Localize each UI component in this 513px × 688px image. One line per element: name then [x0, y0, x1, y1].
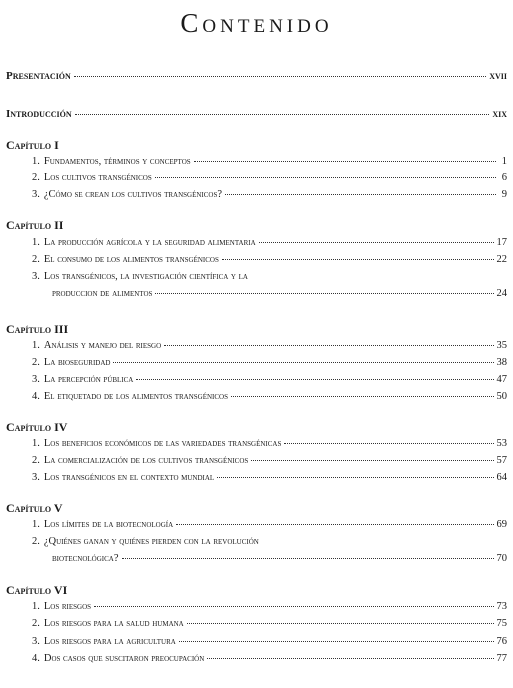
entry-label: El consumo de los alimentos transgénicos	[43, 254, 219, 265]
entry-number: 1.	[32, 519, 40, 530]
entry-label: Análisis y manejo del riesgo	[43, 340, 162, 351]
page-title: Contenido	[180, 8, 333, 38]
entry-label: Fundamentos, términos y conceptos	[43, 156, 191, 167]
entry-label: Dos casos que suscitaron preocupación	[43, 653, 205, 664]
entry-number: 3.	[32, 636, 40, 647]
toc-entry[interactable]	[32, 536, 453, 547]
dot-leader	[251, 460, 493, 461]
dot-leader	[94, 606, 493, 607]
entry-number: 2.	[32, 536, 40, 547]
dot-leader	[136, 379, 493, 380]
entry-number: 2.	[32, 254, 40, 265]
toc-entry-continued[interactable]	[52, 288, 507, 299]
dot-leader	[217, 477, 493, 478]
dot-leader	[231, 396, 494, 397]
entry-number: 1.	[32, 237, 40, 248]
entry-label: La percepción pública	[43, 374, 134, 385]
entry-number: 1.	[32, 438, 40, 449]
entry-number: 2.	[32, 357, 40, 368]
dot-leader	[164, 345, 493, 346]
dot-leader	[155, 177, 496, 178]
entry-label: Los riesgos para la agricultura	[43, 636, 176, 647]
toc-entry[interactable]	[32, 438, 507, 449]
entry-label: Los transgénicos en el contexto mundial	[43, 472, 215, 483]
entry-page: 57	[496, 455, 507, 466]
entry-number: 2.	[32, 455, 40, 466]
dot-leader	[222, 259, 494, 260]
entry-page: 75	[496, 618, 507, 629]
entry-page: 6	[501, 172, 507, 183]
entry-page: 47	[496, 374, 507, 385]
entry-label: Introducción	[6, 108, 72, 120]
entry-page: 22	[496, 254, 507, 265]
toc-entry[interactable]	[32, 271, 453, 282]
entry-number: 1.	[32, 601, 40, 612]
chapter-heading: Capítulo VI	[6, 583, 68, 597]
entry-label: Los riesgos	[43, 601, 92, 612]
entry-label: ¿Quiénes ganan y quiénes pierden con la revolución	[43, 536, 259, 547]
toc-entry-front[interactable]	[6, 108, 507, 120]
toc-entry[interactable]	[32, 618, 507, 629]
entry-number: 1.	[32, 156, 40, 167]
entry-page: 76	[496, 636, 507, 647]
toc-entry[interactable]	[32, 374, 507, 385]
entry-label: Los transgénicos, la investigación científica y la	[43, 271, 248, 282]
entry-label: Presentación	[6, 70, 71, 82]
toc-entry[interactable]	[32, 172, 507, 183]
entry-number: 2.	[32, 172, 40, 183]
entry-label: Los riesgos para la salud humana	[43, 618, 184, 629]
entry-number: 2.	[32, 618, 40, 629]
toc-entry[interactable]	[32, 653, 507, 664]
dot-leader	[75, 114, 490, 115]
toc-entry[interactable]	[32, 601, 507, 612]
entry-label: La comercialización de los cultivos transgénicos	[43, 455, 249, 466]
entry-page: 24	[496, 288, 507, 299]
toc-entry[interactable]	[32, 472, 507, 483]
entry-page: 77	[496, 653, 507, 664]
dot-leader	[187, 623, 494, 624]
dot-leader	[284, 443, 493, 444]
dot-leader	[113, 362, 493, 363]
entry-label: ¿Cómo se crean los cultivos transgénicos?	[43, 189, 223, 200]
entry-page: 35	[496, 340, 507, 351]
toc-entry[interactable]	[32, 391, 507, 402]
entry-label: El etiquetado de los alimentos transgénicos	[43, 391, 228, 402]
dot-leader	[207, 658, 493, 659]
entry-page: 17	[496, 237, 507, 248]
entry-label: La bioseguridad	[43, 357, 111, 368]
entry-number: 1.	[32, 340, 40, 351]
chapter-heading: Capítulo II	[6, 218, 64, 232]
entry-label: La producción agrícola y la seguridad alimentaria	[43, 237, 256, 248]
entry-number: 3.	[32, 271, 40, 282]
entry-page: xix	[492, 108, 507, 120]
dot-leader	[122, 558, 494, 559]
toc-entry[interactable]	[32, 636, 507, 647]
toc-entry[interactable]	[32, 357, 507, 368]
toc-entry[interactable]	[32, 519, 507, 530]
entry-page: 70	[496, 553, 507, 564]
toc-entry[interactable]	[32, 340, 507, 351]
toc-entry[interactable]	[32, 189, 507, 200]
entry-page: 73	[496, 601, 507, 612]
entry-page: 38	[496, 357, 507, 368]
toc-entry[interactable]	[32, 237, 507, 248]
dot-leader	[259, 242, 494, 243]
toc-entry[interactable]	[32, 156, 507, 167]
entry-label-continued: produccion de alimentos	[52, 288, 153, 299]
entry-label: Los cultivos transgénicos	[43, 172, 152, 183]
dot-leader	[194, 161, 496, 162]
entry-page: 64	[496, 472, 507, 483]
dot-leader	[155, 293, 493, 294]
entry-page: 9	[501, 189, 507, 200]
toc-entry-continued[interactable]	[52, 553, 507, 564]
toc-entry[interactable]	[32, 254, 507, 265]
chapter-heading: Capítulo III	[6, 322, 69, 336]
dot-leader	[225, 194, 496, 195]
entry-label: Los límites de la biotecnología	[43, 519, 174, 530]
dot-leader	[74, 76, 486, 77]
toc-entry[interactable]	[32, 455, 507, 466]
entry-label-continued: biotecnológica?	[52, 553, 119, 564]
dot-leader	[179, 641, 494, 642]
chapter-heading: Capítulo I	[6, 138, 59, 152]
entry-page: 53	[496, 438, 507, 449]
entry-page: 1	[501, 156, 507, 167]
entry-page: 69	[496, 519, 507, 530]
dot-leader	[176, 524, 493, 525]
entry-number: 4.	[32, 391, 40, 402]
entry-number: 4.	[32, 653, 40, 664]
entry-label: Los beneficios económicos de las variedades transgénicas	[43, 438, 282, 449]
toc-entry-front[interactable]	[6, 70, 507, 82]
chapter-heading: Capítulo IV	[6, 420, 68, 434]
entry-number: 3.	[32, 189, 40, 200]
entry-page: xvii	[489, 70, 507, 82]
entry-number: 3.	[32, 374, 40, 385]
chapter-heading: Capítulo V	[6, 501, 63, 515]
entry-page: 50	[496, 391, 507, 402]
entry-number: 3.	[32, 472, 40, 483]
